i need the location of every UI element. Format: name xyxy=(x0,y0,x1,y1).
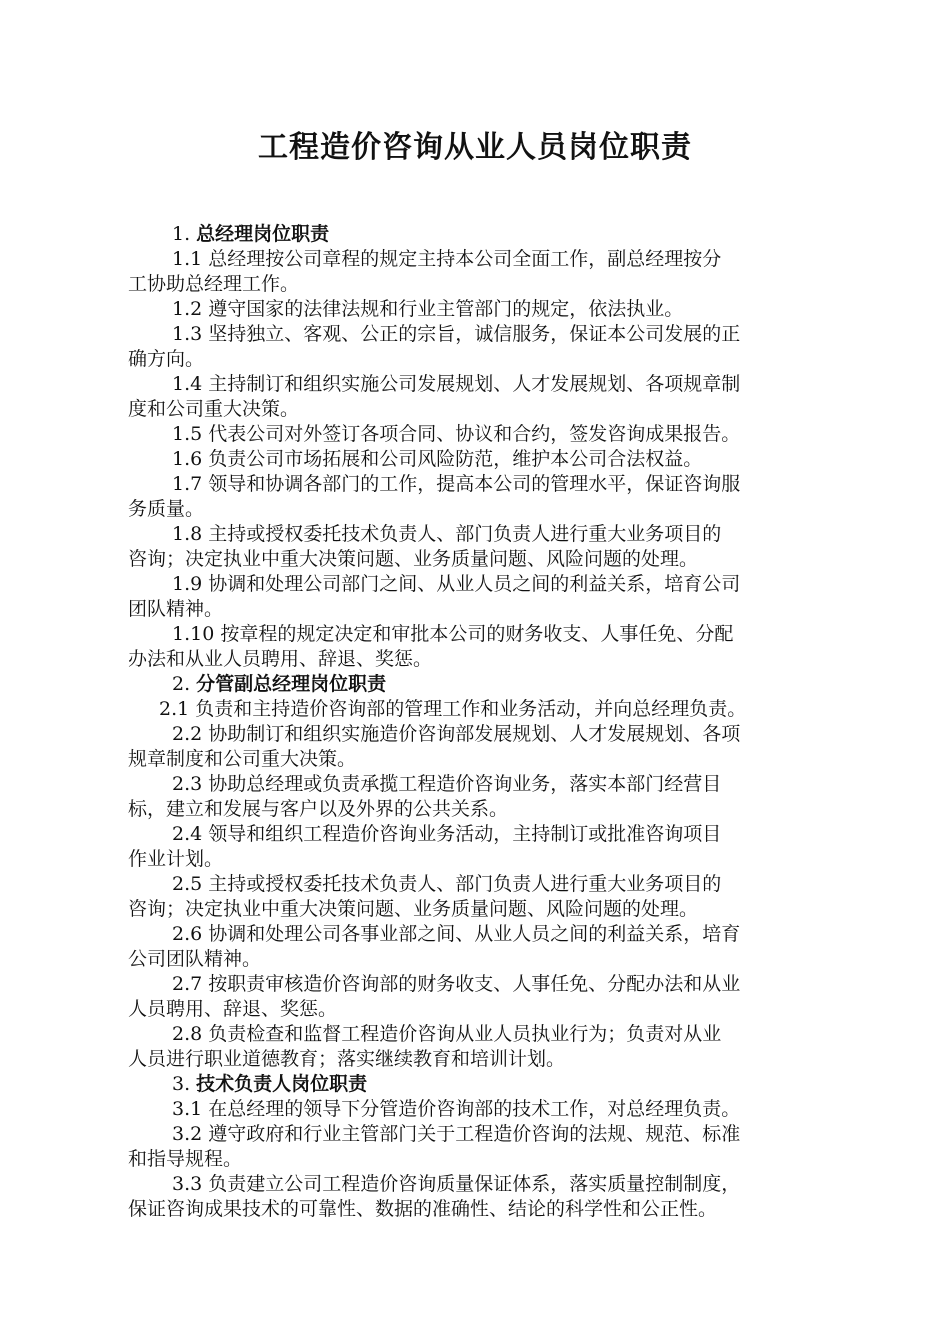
paragraph-continuation: 务质量。 xyxy=(128,498,205,520)
section-heading xyxy=(128,222,828,247)
paragraph-line: 1.2 遵守国家的法律法规和行业主管部门的规定，依法执业。 xyxy=(172,298,684,320)
paragraph-line: 2.2 协助制订和组织实施造价咨询部发展规划、人才发展规划、各项 xyxy=(172,723,741,745)
paragraph-continuation: 人员聘用、辞退、奖惩。 xyxy=(128,998,338,1020)
paragraph-line: 1.9 协调和处理公司部门之间、从业人员之间的利益关系，培育公司 xyxy=(172,573,741,595)
paragraph-line: 3.2 遵守政府和行业主管部门关于工程造价咨询的法规、规范、标准 xyxy=(172,1123,741,1145)
section-title: 分管副总经理岗位职责 xyxy=(196,673,387,695)
paragraph-line: 1.8 主持或授权委托技术负责人、部门负责人进行重大业务项目的 xyxy=(172,523,722,545)
paragraph-continuation: 办法和从业人员聘用、辞退、奖惩。 xyxy=(128,648,433,670)
section-heading xyxy=(128,672,828,697)
paragraph-line: 1.1 总经理按公司章程的规定主持本公司全面工作，副总经理按分 xyxy=(172,248,722,270)
paragraph-continuation: 规章制度和公司重大决策。 xyxy=(128,748,357,770)
paragraph-continuation: 度和公司重大决策。 xyxy=(128,398,300,420)
paragraph-continuation: 确方向。 xyxy=(128,348,205,370)
paragraph-line: 3.1 在总经理的领导下分管造价咨询部的技术工作，对总经理负责。 xyxy=(172,1098,741,1120)
paragraph-continuation: 团队精神。 xyxy=(128,598,224,620)
document-body xyxy=(128,222,828,1222)
paragraph-line: 2.6 协调和处理公司各事业部之间、从业人员之间的利益关系，培育 xyxy=(172,923,741,945)
section-number: 2. xyxy=(172,673,191,695)
section-title: 总经理岗位职责 xyxy=(196,223,330,245)
section-title: 技术负责人岗位职责 xyxy=(196,1073,368,1095)
paragraph-line: 2.8 负责检查和监督工程造价咨询从业人员执业行为；负责对从业 xyxy=(172,1023,722,1045)
paragraph-line: 3.3 负责建立公司工程造价咨询质量保证体系，落实质量控制制度， xyxy=(172,1173,741,1195)
paragraph-continuation: 作业计划。 xyxy=(128,848,224,870)
paragraph-line: 1.6 负责公司市场拓展和公司风险防范，维护本公司合法权益。 xyxy=(172,448,703,470)
paragraph-line: 2.7 按职责审核造价咨询部的财务收支、人事任免、分配办法和从业 xyxy=(172,973,741,995)
paragraph-line: 2.3 协助总经理或负责承揽工程造价咨询业务，落实本部门经营目 xyxy=(172,773,722,795)
section-number: 3. xyxy=(172,1073,191,1095)
paragraph-line: 1.5 代表公司对外签订各项合同、协议和合约，签发咨询成果报告。 xyxy=(172,423,741,445)
paragraph-line: 1.10 按章程的规定决定和审批本公司的财务收支、人事任免、分配 xyxy=(172,623,734,645)
paragraph-line: 2.1 负责和主持造价咨询部的管理工作和业务活动，并向总经理负责。 xyxy=(159,698,747,720)
paragraph-continuation: 保证咨询成果技术的可靠性、数据的准确性、结论的科学性和公正性。 xyxy=(128,1198,718,1220)
paragraph-continuation: 咨询；决定执业中重大决策问题、业务质量问题、风险问题的处理。 xyxy=(128,548,699,570)
paragraph-continuation: 和指导规程。 xyxy=(128,1148,243,1170)
section-number: 1. xyxy=(172,223,191,245)
document-title: 工程造价咨询从业人员岗位职责 xyxy=(258,130,692,165)
paragraph-line: 1.4 主持制订和组织实施公司发展规划、人才发展规划、各项规章制 xyxy=(172,373,741,395)
paragraph-continuation: 咨询；决定执业中重大决策问题、业务质量问题、风险问题的处理。 xyxy=(128,898,699,920)
paragraph-line: 1.3 坚持独立、客观、公正的宗旨，诚信服务，保证本公司发展的正 xyxy=(172,323,741,345)
paragraph-line: 2.5 主持或授权委托技术负责人、部门负责人进行重大业务项目的 xyxy=(172,873,722,895)
section-heading xyxy=(128,1072,828,1097)
paragraph-continuation: 工协助总经理工作。 xyxy=(128,273,300,295)
paragraph-line: 2.4 领导和组织工程造价咨询业务活动，主持制订或批准咨询项目 xyxy=(172,823,722,845)
paragraph-continuation: 标，建立和发展与客户以及外界的公共关系。 xyxy=(128,798,509,820)
paragraph-continuation: 公司团队精神。 xyxy=(128,948,262,970)
paragraph-continuation: 人员进行职业道德教育；落实继续教育和培训计划。 xyxy=(128,1048,566,1070)
paragraph-line: 1.7 领导和协调各部门的工作，提高本公司的管理水平，保证咨询服 xyxy=(172,473,741,495)
